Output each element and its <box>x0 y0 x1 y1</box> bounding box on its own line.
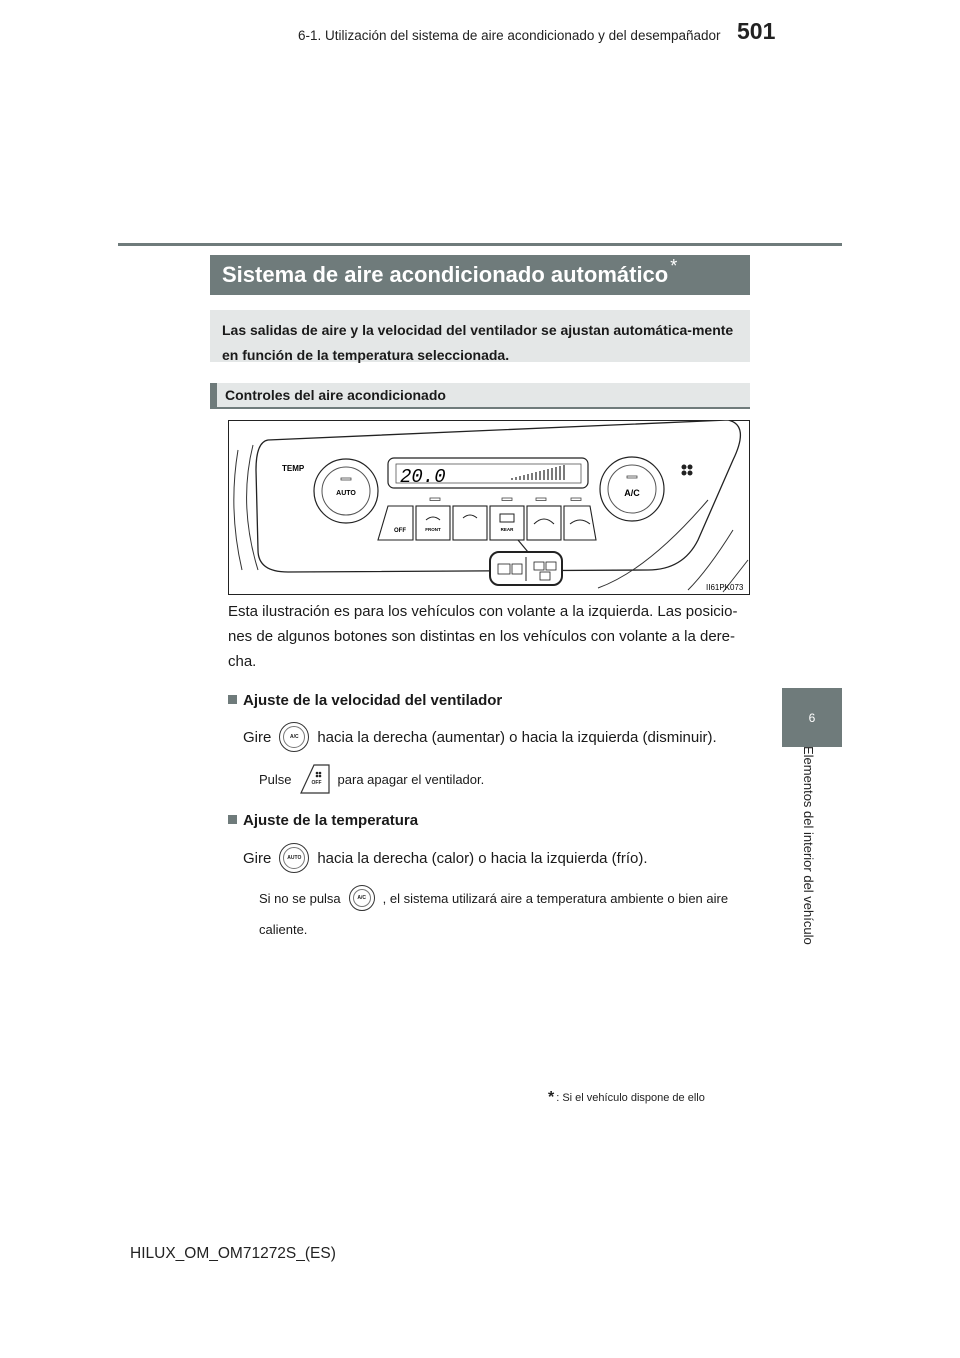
subheading-underline <box>210 407 750 409</box>
temp-label: TEMP <box>282 464 305 473</box>
fan-note-before: Pulse <box>259 771 292 787</box>
temp-instruction <box>243 843 748 873</box>
chapter-side-label: Elementos del interior del vehículo <box>801 746 816 945</box>
page-title-text: Sistema de aire acondicionado automático <box>222 262 669 287</box>
temp-note-before: Si no se pulsa <box>259 890 341 906</box>
climate-control-figure <box>228 420 750 595</box>
footnote <box>548 1088 705 1106</box>
fan-heading-text: Ajuste de la velocidad del ventilador <box>243 692 503 709</box>
header-section-title: 6-1. Utilización del sistema de aire acondicionado y del desempañador <box>298 28 721 43</box>
bullet-square-icon <box>228 815 237 824</box>
footnote-text: : Si el vehículo dispone de ello <box>556 1092 705 1104</box>
footer-doc-id: HILUX_OM_OM71272S_(ES) <box>130 1245 336 1262</box>
fan-off-note <box>259 764 748 794</box>
fan-line-before: Gire <box>243 728 272 746</box>
temp-note-knob-label: A/C <box>357 894 366 901</box>
title-footnote-mark: * <box>670 255 678 276</box>
off-button-icon <box>300 764 330 794</box>
page-title <box>210 255 750 295</box>
ac-label: A/C <box>624 488 640 498</box>
chapter-tab[interactable] <box>782 688 842 747</box>
temp-line-before: Gire <box>243 849 272 867</box>
fan-knob-label: A/C <box>290 733 299 740</box>
fan-heading <box>228 688 748 713</box>
off-label: OFF <box>394 528 406 534</box>
off-button-label: OFF <box>311 779 322 786</box>
intro-box: Las salidas de aire y la velocidad del ventilador se ajustan automática-mente en función de la temperatura seleccionada. <box>210 310 750 362</box>
footnote-mark: * <box>548 1089 555 1106</box>
subheading: Controles del aire acondicionado <box>210 383 750 408</box>
body-content <box>228 599 748 942</box>
bullet-square-icon <box>228 695 237 704</box>
display-temperature: 20.0 <box>400 466 446 488</box>
temp-note-after: , el sistema utilizará aire a temperatura ambiente o bien aire <box>382 890 729 906</box>
chapter-number: 6 <box>808 710 816 725</box>
fan-line-after: hacia la derecha (aumentar) o hacia la izquierda (disminuir). <box>317 728 717 746</box>
page-number: 501 <box>737 18 776 44</box>
auto-label: AUTO <box>336 490 356 497</box>
header-divider <box>118 243 842 246</box>
front-label: FRONT <box>425 527 441 532</box>
fan-instruction <box>243 722 748 752</box>
auto-knob-icon <box>279 843 309 873</box>
temp-note-cont: caliente. <box>259 922 308 937</box>
rear-label: REAR <box>500 527 514 532</box>
fan-note-after: para apagar el ventilador. <box>337 771 485 787</box>
illustration-note: Esta ilustración es para los vehículos con volante a la izquierda. Las posicio-nes de algunos botones son distintas en los vehículos con volante a la dere-cha. <box>228 603 738 670</box>
temp-note <box>259 885 748 911</box>
temp-heading <box>228 808 748 833</box>
temp-knob-label: AUTO <box>287 854 302 861</box>
temp-heading-text: Ajuste de la temperatura <box>243 812 419 829</box>
ac-knob-icon <box>279 722 309 752</box>
temp-line-after: hacia la derecha (calor) o hacia la izquierda (frío). <box>317 849 648 867</box>
ac-knob-icon <box>349 885 375 911</box>
figure-code: II61PK073 <box>706 583 744 592</box>
